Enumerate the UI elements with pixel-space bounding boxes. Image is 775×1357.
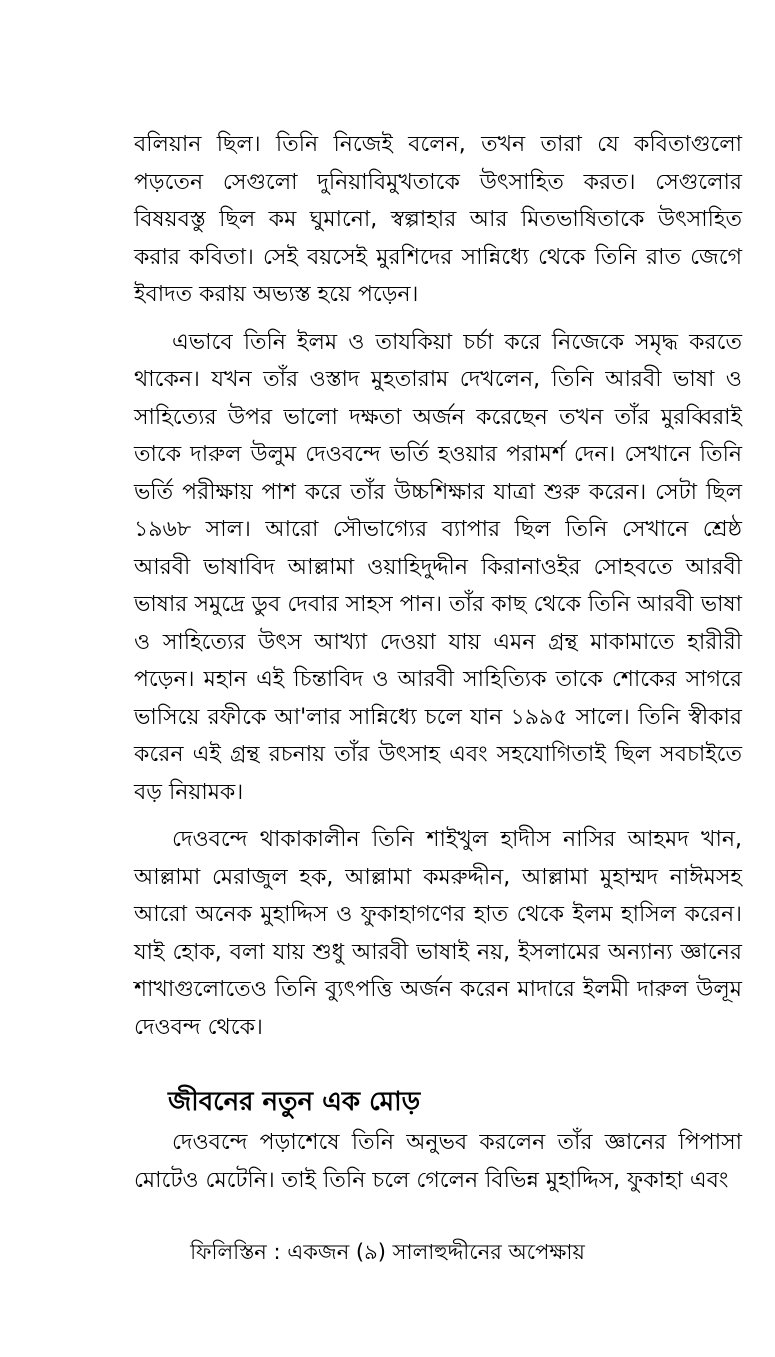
paragraph-1: বলিয়ান ছিল। তিনি নিজেই বলেন, তখন তারা যে কবিতাগুলো পড়তেন সেগুলো দুনিয়াবিমুখতাকে উৎসাহিত করত। সেগুলোর বিষয়বস্তু ছিল কম ঘুমানো, স্বল্পাহার আর মিতভাষিতাকে উৎসাহিত করার কবিতা। সেই বয়সেই মুরশিদের সান্নিধ্যে থেকে তিনি রাত জেগে ইবাদত করায় অভ্যস্ত হয়ে পড়েন।: [134, 132, 742, 307]
page-body: [134, 126, 742, 1209]
paragraph-3: দেওবন্দে থাকাকালীন তিনি শাইখুল হাদীস নাসির আহমদ খান, আল্লামা মেরাজুল হক, আল্লামা কমরুদ্দীন, আল্লামা মুহাম্মদ নাঈমসহ আরো অনেক মুহাদ্দিস ও ফুকাহাগণের হাত থেকে ইলম হাসিল করেন। যাই হোক, বলা যায় শুধু আরবী ভাষাই নয়, ইসলামের অন্যান্য জ্ঞানের শাখাগুলোতেও তিনি ব্যুৎপত্তি অর্জন করেন মাদারে ইলমী দারুল উলূম দেওবন্দ থেকে।: [134, 827, 742, 1040]
paragraph-2: এভাবে তিনি ইলম ও তাযকিয়া চর্চা করে নিজেকে সমৃদ্ধ করতে থাকেন। যখন তাঁর ওস্তাদ মুহতারাম দেখলেন, তিনি আরবী ভাষা ও সাহিত্যের উপর ভালো দক্ষতা অর্জন করেছেন তখন তাঁর মুরব্বিরাই তাকে দারুল উলুম দেওবন্দে ভর্তি হওয়ার পরামর্শ দেন। সেখানে তিনি ভর্তি পরীক্ষায় পাশ করে তাঁর উচ্চশিক্ষার যাত্রা শুরু করেন। সেটা ছিল ১৯৬৮ সাল। আরো সৌভাগ্যের ব্যাপার ছিল তিনি সেখানে শ্রেষ্ঠ আরবী ভাষাবিদ আল্লামা ওয়াহিদুদ্দীন কিরানাওইর সোহবতে আরবী ভাষার সমুদ্রে ডুব দেবার সাহস পান। তাঁর কাছ থেকে তিনি আরবী ভাষা ও সাহিত্যের উৎস আখ্যা দেওয়া যায় এমন গ্রন্থ মাকামাতে হারীরী পড়েন। মহান এই চিন্তাবিদ ও আরবী সাহিত্যিক তাকে শোকের সাগরে ভাসিয়ে রফীকে আ'লার সান্নিধ্যে চলে যান ১৯৯৫ সালে। তিনি স্বীকার করেন এই গ্রন্থ রচনায় তাঁর উৎসাহ এবং সহযোগিতাই ছিল সবচাইতে বড় নিয়ামক।: [134, 329, 742, 805]
section-paragraph: দেওবন্দে পড়াশেষে তিনি অনুভব করলেন তাঁর জ্ঞানের পিপাসা মোটেও মেটেনি। তাই তিনি চলে গেলেন বিভিন্ন মুহাদ্দিস, ফুকাহা এবং: [134, 1130, 742, 1193]
page-footer: ফিলিস্তিন : একজন (৯) সালাহুদ্দীনের অপেক্ষায়: [190, 1240, 585, 1264]
section-heading: জীবনের নতুন এক মোড়: [168, 1087, 421, 1117]
